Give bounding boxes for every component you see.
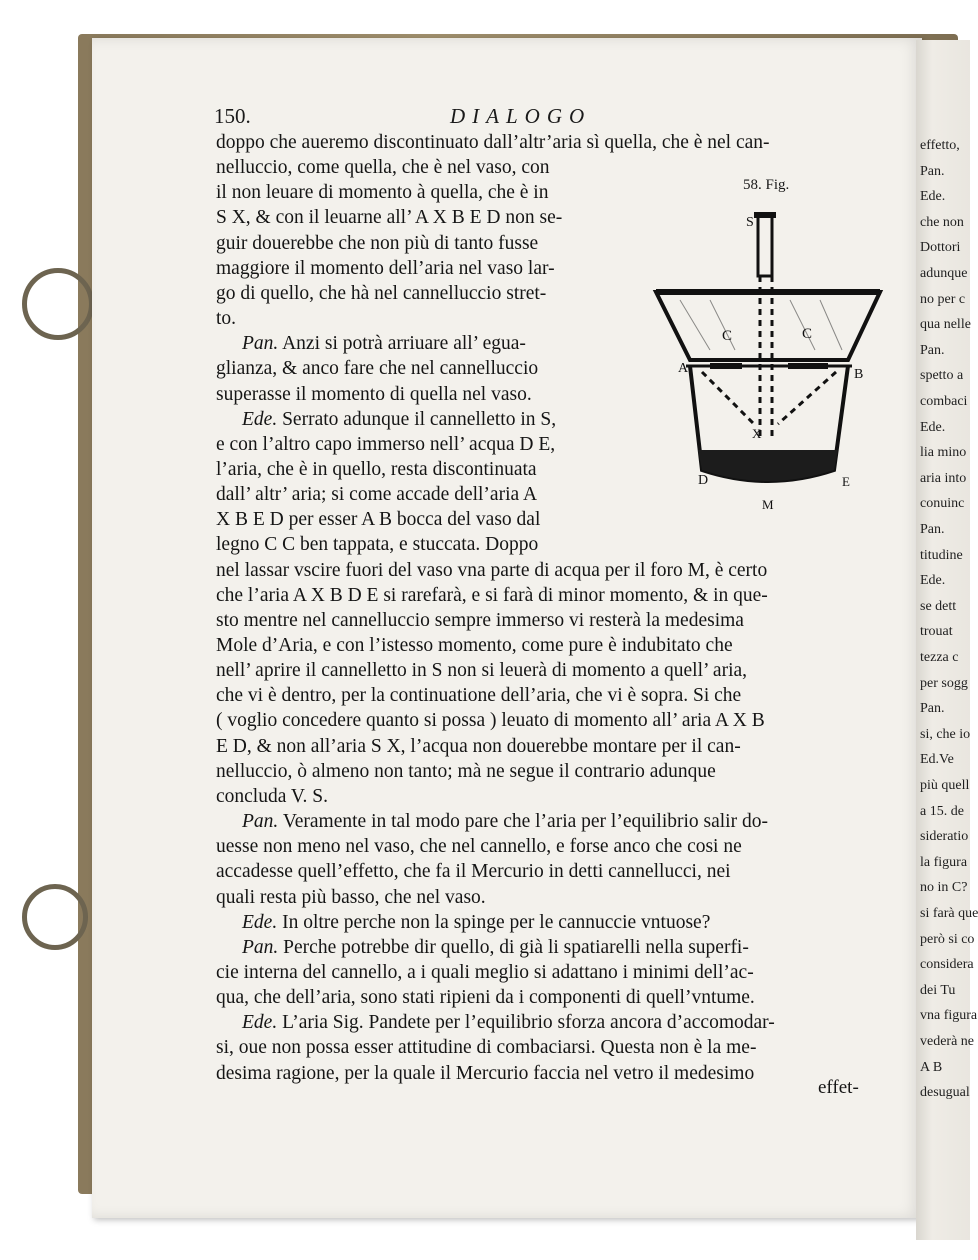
text-line [216, 283, 546, 305]
text-line [216, 132, 770, 154]
figure-letter: B [854, 367, 864, 382]
text-line [216, 509, 540, 531]
line-text: cie interna del cannello, a i quali meglio si adattano i minimi dell’ac- [216, 961, 754, 983]
next-page-fragment: Ede. [920, 419, 946, 435]
line-text: dall’ altr’ aria; si come accade dell’aria A [216, 484, 538, 506]
next-page-fragment: aria into [920, 470, 967, 486]
next-page-fragment: sideratio [920, 829, 969, 845]
text-line [216, 459, 537, 481]
text-line [216, 258, 555, 280]
binding-cord [22, 884, 88, 950]
text-line [216, 786, 328, 808]
next-page-fragment: Ede. [920, 189, 946, 205]
speaker-name: Ede. [242, 1012, 278, 1034]
figure-58-vessel-diagram [650, 200, 890, 500]
line-text: nell’ aprire il cannelletto in S non si leuerà di momento a quell’ aria, [216, 660, 748, 682]
next-page-fragment: si, che io [920, 726, 971, 742]
text-line [216, 207, 562, 229]
text-line [216, 1037, 756, 1059]
figure-letter: C [722, 328, 733, 344]
text-line [216, 534, 538, 556]
line-text: guir douerebbe che non più di tanto fusse [216, 232, 539, 254]
text-line [216, 887, 486, 909]
text-line [216, 182, 548, 204]
text-line [242, 1012, 775, 1034]
line-text: Veramente in tal modo pare che l’aria per l’equilibrio salir do- [278, 811, 768, 833]
next-page-fragment: Dottori [920, 240, 961, 256]
text-line [242, 333, 526, 355]
line-text: maggiore il momento dell’aria nel vaso lar- [216, 257, 555, 279]
next-page-fragment: qua nelle [920, 317, 971, 333]
next-page-fragment: conuinc [920, 496, 965, 512]
next-page-fragment: però si co [920, 931, 975, 947]
line-text: X B E D per esser A B bocca del vaso dal [216, 509, 541, 531]
next-page-fragment: a 15. de [920, 803, 964, 819]
line-text: l’aria, che è in quello, resta discontinuata [216, 458, 537, 480]
text-line [216, 358, 538, 380]
line-text: to. [216, 308, 237, 330]
line-text: In oltre perche non la spinge per le cannuccie vntuose? [277, 911, 711, 933]
text-line [216, 585, 768, 607]
text-line [216, 962, 754, 984]
line-text: go di quello, che hà nel cannelluccio stret- [216, 282, 547, 304]
next-page-fragment: A B [920, 1059, 943, 1075]
line-text: il non leuare di momento à quella, che è in [216, 182, 549, 204]
line-text: doppo che aueremo discontinuato dall’altr’aria sì quella, che è nel can- [216, 132, 770, 153]
next-page-fragment: tezza c [920, 650, 959, 665]
text-line [242, 409, 556, 431]
next-page-fragment: no in C? [920, 880, 968, 896]
text-line [216, 308, 236, 330]
next-page-fragment: effetto, [920, 138, 960, 153]
line-text: Serrato adunque il cannelletto in S, [277, 408, 557, 430]
next-page-fragment: più quell [920, 778, 970, 793]
text-line [216, 1063, 754, 1085]
text-line [216, 635, 733, 657]
line-text: E D, & non all’aria S X, l’acqua non douerebbe montare per il can- [216, 735, 741, 757]
figure-letter: A [678, 361, 689, 376]
next-page-fragment: vederà ne [920, 1034, 975, 1049]
text-line [216, 710, 765, 732]
figure-letter: E [842, 474, 850, 489]
next-page-fragment: che non [920, 214, 964, 230]
next-page-fragment: si farà que [920, 906, 978, 921]
text-line [216, 384, 532, 406]
next-page-fragment: Pan. [920, 701, 945, 717]
next-page-fragment: combaci [920, 394, 968, 409]
running-title: DIALOGO [450, 104, 592, 128]
next-page-fragment: Pan. [920, 163, 945, 179]
text-line [216, 685, 741, 707]
text-line [216, 233, 538, 255]
next-page-fragment: trouat [920, 624, 953, 640]
figure-label: 58. Fig. [743, 177, 790, 193]
figure-letter: S [746, 215, 754, 230]
next-page-fragment: se dett [920, 598, 957, 614]
line-text: che vi è dentro, per la continuatione dell’aria, che vi è sopra. Si che [216, 685, 742, 707]
next-page-fragment: per sogg [920, 675, 968, 691]
line-text: accadesse quell’effetto, che fa il Mercurio in detti cannellucci, nei [216, 861, 731, 883]
next-page-fragment: titudine [920, 547, 963, 563]
text-line [216, 434, 555, 456]
next-page-fragment: spetto a [920, 368, 964, 384]
text-line [216, 610, 744, 632]
page-number: 150. [214, 104, 251, 128]
line-text: nelluccio, come quella, che è nel vaso, con [216, 157, 550, 179]
line-text: superasse il momento di quella nel vaso. [216, 383, 532, 405]
line-text: Perche potrebbe dir quello, di già li spatiarelli nella superfi- [278, 936, 749, 958]
figure-letter: X [752, 426, 762, 441]
figure-letter-m: M [762, 497, 774, 512]
speaker-name: Pan. [242, 333, 279, 355]
line-text: qua, che dell’aria, sono stati ripieni da i componenti di quell’vntume. [216, 987, 755, 1009]
binding-cord [22, 268, 94, 340]
next-page-fragment: lia mino [920, 445, 967, 461]
next-page-fragment: adunque [920, 266, 968, 281]
text-line [216, 560, 767, 582]
figure-letter: D [698, 473, 709, 488]
speaker-name: Pan. [242, 811, 279, 833]
line-text: S X, & con il leuarne all’ A X B E D non se- [216, 207, 563, 229]
next-page-edge [916, 40, 978, 1240]
line-text: nel lassar vscire fuori del vaso vna parte di acqua per il foro M, è certo [216, 559, 768, 581]
text-line [216, 484, 537, 506]
catchword: effet- [818, 1077, 859, 1098]
next-page-fragment: desugual [920, 1085, 970, 1101]
next-page-fragment: Ed.Ve [920, 752, 954, 768]
next-page-fragment: no per c [920, 291, 966, 307]
next-page-fragment: Ede. [920, 573, 946, 589]
speaker-name: Ede. [242, 408, 278, 430]
line-text: Mole d’Aria, e con l’istesso momento, come pure è indubitato che [216, 635, 733, 656]
text-line [242, 811, 768, 833]
line-text: legno C C ben tappata, e stuccata. Doppo [216, 534, 539, 556]
text-line [242, 912, 710, 934]
text-line [242, 937, 749, 959]
text-line [216, 157, 550, 179]
line-text: concluda V. S. [216, 785, 328, 807]
next-page-fragment: vna figura [920, 1008, 978, 1024]
text-line [216, 736, 741, 758]
line-text: glianza, & anco fare che nel cannelluccio [216, 358, 539, 380]
line-text: ( voglio concedere quanto si possa ) leuato di momento all’ aria A X B [216, 710, 765, 732]
text-line [216, 861, 731, 883]
figure-letter: C [802, 326, 813, 342]
line-text: si, oue non possa esser attitudine di combaciarsi. Questa non è la me- [216, 1037, 757, 1059]
line-text: e con l’altro capo immerso nell’ acqua D E, [216, 433, 556, 455]
line-text: che l’aria A X B D E si rarefarà, e si farà di minor momento, & in que- [216, 584, 768, 606]
speaker-name: Ede. [242, 911, 278, 933]
text-line [216, 761, 716, 783]
line-text: Anzi si potrà arriuare all’ egua- [278, 333, 526, 355]
line-text: uesse non meno nel vaso, che nel cannello, e forse anco che cosi ne [216, 836, 742, 858]
next-page-fragment: considera [920, 957, 974, 973]
speaker-name: Pan. [242, 936, 279, 958]
line-text: desima ragione, per la quale il Mercurio faccia nel vetro il medesimo [216, 1062, 755, 1084]
text-line [216, 836, 742, 858]
line-text: sto mentre nel cannelluccio sempre immerso vi resterà la medesima [216, 609, 744, 631]
next-page-fragment: dei Tu [920, 982, 956, 998]
line-text: quali resta più basso, che nel vaso. [216, 886, 486, 908]
next-page-fragment: Pan. [920, 522, 945, 537]
text-line [216, 987, 755, 1009]
line-text: nelluccio, ò almeno non tanto; mà ne segue il contrario adunque [216, 760, 716, 782]
next-page-fragment: Pan. [920, 342, 945, 358]
next-page-fragment: la figura [920, 854, 968, 870]
line-text: L’aria Sig. Pandete per l’equilibrio sforza ancora d’accomodar- [277, 1012, 775, 1034]
text-line [216, 660, 747, 682]
